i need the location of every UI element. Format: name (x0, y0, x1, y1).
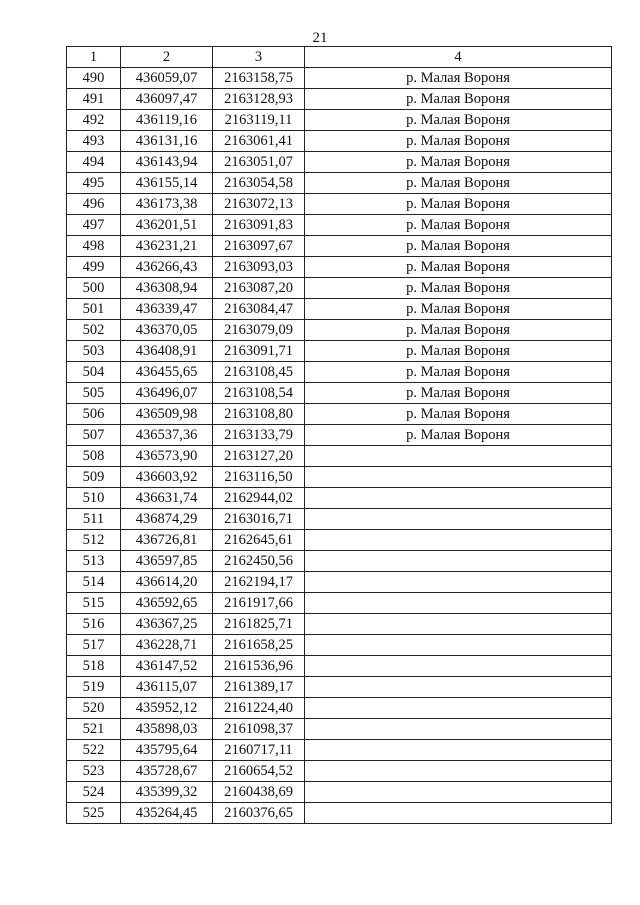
point-number-cell: 502 (67, 320, 121, 341)
x-coordinate-cell: 436597,85 (121, 551, 213, 572)
table-row (67, 341, 612, 362)
description-cell (305, 677, 612, 698)
table-body (67, 68, 612, 824)
point-number-cell: 506 (67, 404, 121, 425)
point-number-cell: 499 (67, 257, 121, 278)
point-number-cell: 491 (67, 89, 121, 110)
x-coordinate-cell: 435952,12 (121, 698, 213, 719)
point-number-cell: 515 (67, 593, 121, 614)
y-coordinate-cell: 2163097,67 (213, 236, 305, 257)
description-cell (305, 467, 612, 488)
table-row (67, 593, 612, 614)
x-coordinate-cell: 436119,16 (121, 110, 213, 131)
point-number-cell: 523 (67, 761, 121, 782)
point-number-cell: 520 (67, 698, 121, 719)
y-coordinate-cell: 2163061,41 (213, 131, 305, 152)
description-cell: р. Малая Вороня (305, 299, 612, 320)
x-coordinate-cell: 436603,92 (121, 467, 213, 488)
point-number-cell: 525 (67, 803, 121, 824)
table-row (67, 761, 612, 782)
x-coordinate-cell: 436496,07 (121, 383, 213, 404)
table-row (67, 131, 612, 152)
y-coordinate-cell: 2161098,37 (213, 719, 305, 740)
point-number-cell: 493 (67, 131, 121, 152)
description-cell (305, 719, 612, 740)
y-coordinate-cell: 2163108,54 (213, 383, 305, 404)
point-number-cell: 500 (67, 278, 121, 299)
table-row (67, 320, 612, 341)
y-coordinate-cell: 2163093,03 (213, 257, 305, 278)
point-number-cell: 511 (67, 509, 121, 530)
table-header-row (67, 47, 612, 68)
point-number-cell: 516 (67, 614, 121, 635)
x-coordinate-cell: 436231,21 (121, 236, 213, 257)
description-cell: р. Малая Вороня (305, 425, 612, 446)
page-number: 21 (312, 30, 328, 46)
y-coordinate-cell: 2163128,93 (213, 89, 305, 110)
table-row (67, 257, 612, 278)
y-coordinate-cell: 2161389,17 (213, 677, 305, 698)
x-coordinate-cell: 436509,98 (121, 404, 213, 425)
x-coordinate-cell: 436308,94 (121, 278, 213, 299)
description-cell: р. Малая Вороня (305, 320, 612, 341)
y-coordinate-cell: 2162645,61 (213, 530, 305, 551)
column-header-2: 2 (121, 47, 213, 68)
y-coordinate-cell: 2162450,56 (213, 551, 305, 572)
x-coordinate-cell: 436537,36 (121, 425, 213, 446)
description-cell (305, 488, 612, 509)
point-number-cell: 514 (67, 572, 121, 593)
y-coordinate-cell: 2163158,75 (213, 68, 305, 89)
y-coordinate-cell: 2160654,52 (213, 761, 305, 782)
column-header-1: 1 (67, 47, 121, 68)
table-row (67, 572, 612, 593)
point-number-cell: 507 (67, 425, 121, 446)
y-coordinate-cell: 2163133,79 (213, 425, 305, 446)
point-number-cell: 510 (67, 488, 121, 509)
y-coordinate-cell: 2161224,40 (213, 698, 305, 719)
x-coordinate-cell: 436147,52 (121, 656, 213, 677)
column-header-3: 3 (213, 47, 305, 68)
table-row (67, 383, 612, 404)
point-number-cell: 490 (67, 68, 121, 89)
description-cell (305, 803, 612, 824)
point-number-cell: 522 (67, 740, 121, 761)
y-coordinate-cell: 2163091,71 (213, 341, 305, 362)
point-number-cell: 504 (67, 362, 121, 383)
table-row (67, 740, 612, 761)
point-number-cell: 492 (67, 110, 121, 131)
description-cell: р. Малая Вороня (305, 152, 612, 173)
x-coordinate-cell: 435264,45 (121, 803, 213, 824)
point-number-cell: 521 (67, 719, 121, 740)
x-coordinate-cell: 436573,90 (121, 446, 213, 467)
point-number-cell: 494 (67, 152, 121, 173)
x-coordinate-cell: 436370,05 (121, 320, 213, 341)
description-cell: р. Малая Вороня (305, 257, 612, 278)
description-cell (305, 551, 612, 572)
y-coordinate-cell: 2163016,71 (213, 509, 305, 530)
table-row (67, 110, 612, 131)
description-cell (305, 614, 612, 635)
table-row (67, 488, 612, 509)
point-number-cell: 524 (67, 782, 121, 803)
x-coordinate-cell: 436173,38 (121, 194, 213, 215)
x-coordinate-cell: 436143,94 (121, 152, 213, 173)
point-number-cell: 503 (67, 341, 121, 362)
y-coordinate-cell: 2161536,96 (213, 656, 305, 677)
description-cell: р. Малая Вороня (305, 383, 612, 404)
table-row (67, 68, 612, 89)
column-header-4: 4 (305, 47, 612, 68)
point-number-cell: 513 (67, 551, 121, 572)
description-cell: р. Малая Вороня (305, 131, 612, 152)
description-cell (305, 446, 612, 467)
y-coordinate-cell: 2163108,80 (213, 404, 305, 425)
y-coordinate-cell: 2163072,13 (213, 194, 305, 215)
description-cell (305, 761, 612, 782)
x-coordinate-cell: 435399,32 (121, 782, 213, 803)
point-number-cell: 508 (67, 446, 121, 467)
x-coordinate-cell: 435728,67 (121, 761, 213, 782)
description-cell (305, 530, 612, 551)
table-row (67, 425, 612, 446)
y-coordinate-cell: 2163051,07 (213, 152, 305, 173)
description-cell: р. Малая Вороня (305, 278, 612, 299)
x-coordinate-cell: 436874,29 (121, 509, 213, 530)
x-coordinate-cell: 435898,03 (121, 719, 213, 740)
x-coordinate-cell: 436592,65 (121, 593, 213, 614)
x-coordinate-cell: 436097,47 (121, 89, 213, 110)
description-cell (305, 572, 612, 593)
x-coordinate-cell: 436339,47 (121, 299, 213, 320)
x-coordinate-cell: 436614,20 (121, 572, 213, 593)
table-row (67, 236, 612, 257)
coordinates-table (66, 46, 612, 824)
description-cell: р. Малая Вороня (305, 341, 612, 362)
description-cell: р. Малая Вороня (305, 236, 612, 257)
table-row (67, 362, 612, 383)
y-coordinate-cell: 2163116,50 (213, 467, 305, 488)
table-row (67, 698, 612, 719)
point-number-cell: 512 (67, 530, 121, 551)
description-cell (305, 635, 612, 656)
y-coordinate-cell: 2163054,58 (213, 173, 305, 194)
y-coordinate-cell: 2163108,45 (213, 362, 305, 383)
table-row (67, 89, 612, 110)
point-number-cell: 517 (67, 635, 121, 656)
description-cell: р. Малая Вороня (305, 404, 612, 425)
table-row (67, 173, 612, 194)
y-coordinate-cell: 2162194,17 (213, 572, 305, 593)
point-number-cell: 501 (67, 299, 121, 320)
y-coordinate-cell: 2163119,11 (213, 110, 305, 131)
table-row (67, 404, 612, 425)
table-row (67, 614, 612, 635)
table-row (67, 278, 612, 299)
description-cell: р. Малая Вороня (305, 89, 612, 110)
table-row (67, 152, 612, 173)
x-coordinate-cell: 436266,43 (121, 257, 213, 278)
description-cell: р. Малая Вороня (305, 194, 612, 215)
description-cell (305, 509, 612, 530)
x-coordinate-cell: 436201,51 (121, 215, 213, 236)
point-number-cell: 509 (67, 467, 121, 488)
x-coordinate-cell: 436367,25 (121, 614, 213, 635)
y-coordinate-cell: 2161658,25 (213, 635, 305, 656)
x-coordinate-cell: 436115,07 (121, 677, 213, 698)
description-cell: р. Малая Вороня (305, 110, 612, 131)
table-row (67, 530, 612, 551)
y-coordinate-cell: 2161917,66 (213, 593, 305, 614)
table-row (67, 551, 612, 572)
y-coordinate-cell: 2163079,09 (213, 320, 305, 341)
table-row (67, 509, 612, 530)
table-row (67, 656, 612, 677)
description-cell (305, 593, 612, 614)
y-coordinate-cell: 2160717,11 (213, 740, 305, 761)
x-coordinate-cell: 436408,91 (121, 341, 213, 362)
y-coordinate-cell: 2162944,02 (213, 488, 305, 509)
description-cell (305, 740, 612, 761)
point-number-cell: 518 (67, 656, 121, 677)
point-number-cell: 505 (67, 383, 121, 404)
point-number-cell: 496 (67, 194, 121, 215)
x-coordinate-cell: 436726,81 (121, 530, 213, 551)
description-cell: р. Малая Вороня (305, 68, 612, 89)
description-cell: р. Малая Вороня (305, 362, 612, 383)
point-number-cell: 495 (67, 173, 121, 194)
point-number-cell: 498 (67, 236, 121, 257)
description-cell: р. Малая Вороня (305, 173, 612, 194)
description-cell: р. Малая Вороня (305, 215, 612, 236)
description-cell (305, 782, 612, 803)
table-row (67, 215, 612, 236)
x-coordinate-cell: 435795,64 (121, 740, 213, 761)
point-number-cell: 497 (67, 215, 121, 236)
table-row (67, 194, 612, 215)
point-number-cell: 519 (67, 677, 121, 698)
x-coordinate-cell: 436455,65 (121, 362, 213, 383)
x-coordinate-cell: 436059,07 (121, 68, 213, 89)
x-coordinate-cell: 436155,14 (121, 173, 213, 194)
table-row (67, 677, 612, 698)
x-coordinate-cell: 436131,16 (121, 131, 213, 152)
x-coordinate-cell: 436228,71 (121, 635, 213, 656)
table-row (67, 803, 612, 824)
table-row (67, 299, 612, 320)
y-coordinate-cell: 2163127,20 (213, 446, 305, 467)
description-cell (305, 698, 612, 719)
table-row (67, 782, 612, 803)
y-coordinate-cell: 2163087,20 (213, 278, 305, 299)
table-row (67, 635, 612, 656)
table-row (67, 446, 612, 467)
description-cell (305, 656, 612, 677)
table-row (67, 719, 612, 740)
y-coordinate-cell: 2163084,47 (213, 299, 305, 320)
y-coordinate-cell: 2160376,65 (213, 803, 305, 824)
y-coordinate-cell: 2161825,71 (213, 614, 305, 635)
y-coordinate-cell: 2163091,83 (213, 215, 305, 236)
y-coordinate-cell: 2160438,69 (213, 782, 305, 803)
x-coordinate-cell: 436631,74 (121, 488, 213, 509)
table-row (67, 467, 612, 488)
